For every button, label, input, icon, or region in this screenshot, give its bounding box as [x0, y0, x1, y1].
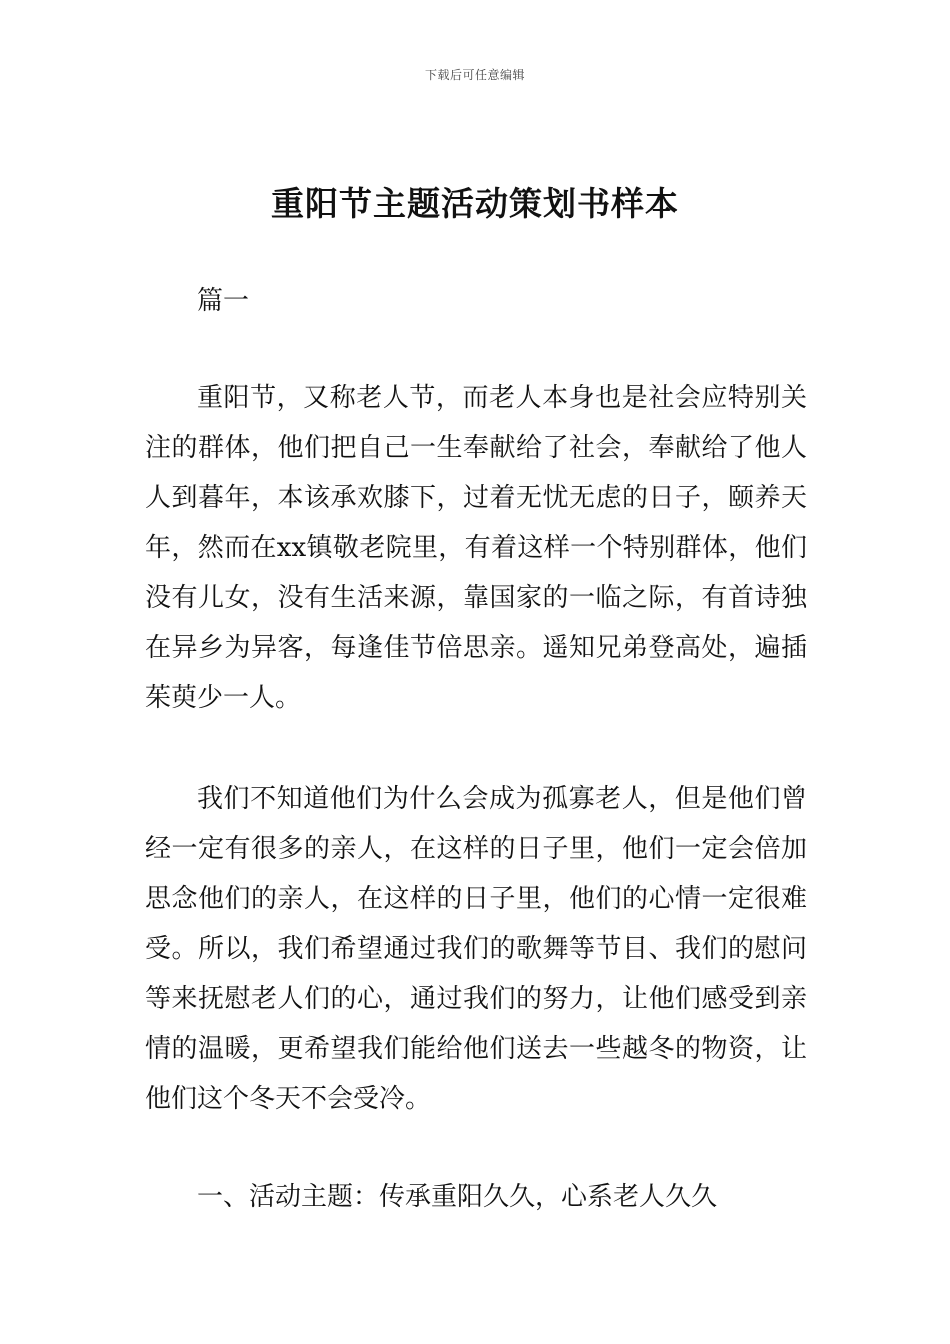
- document-title: 重阳节主题活动策划书样本: [271, 184, 679, 223]
- body-paragraph: 我们不知道他们为什么会成为孤寡老人，但是他们曾经一定有很多的亲人，在这样的日子里，他们一定会倍加思念他们的亲人，在这样的日子里，他们的心情一定很难受。所以，我们希望通过我们的歌舞等节目、我们的慰问等来抚慰老人们的心，通过我们的努力，让他们感受到亲情的温暖，更希望我们能给他们送去一些越冬的物资，让他们这个冬天不会受冷。: [145, 784, 807, 1114]
- body-paragraph: 重阳节，又称老人节，而老人本身也是社会应特别关注的群体，他们把自己一生奉献给了社会，奉献给了他人人到暮年，本该承欢膝下，过着无忧无虑的日子，颐养天年，然而在xx镇敬老院里，有着这样一个特别群体，他们没有儿女，没有生活来源，靠国家的一临之际，有首诗独在异乡为异客，每逢佳节倍思亲。遥知兄弟登高处，遍插茱萸少一人。: [145, 383, 807, 713]
- section-heading: 一、活动主题：传承重阳久久，心系老人久久: [197, 1182, 718, 1212]
- section-label: 篇一: [197, 286, 250, 316]
- header-note: 下载后可任意编辑: [424, 68, 525, 82]
